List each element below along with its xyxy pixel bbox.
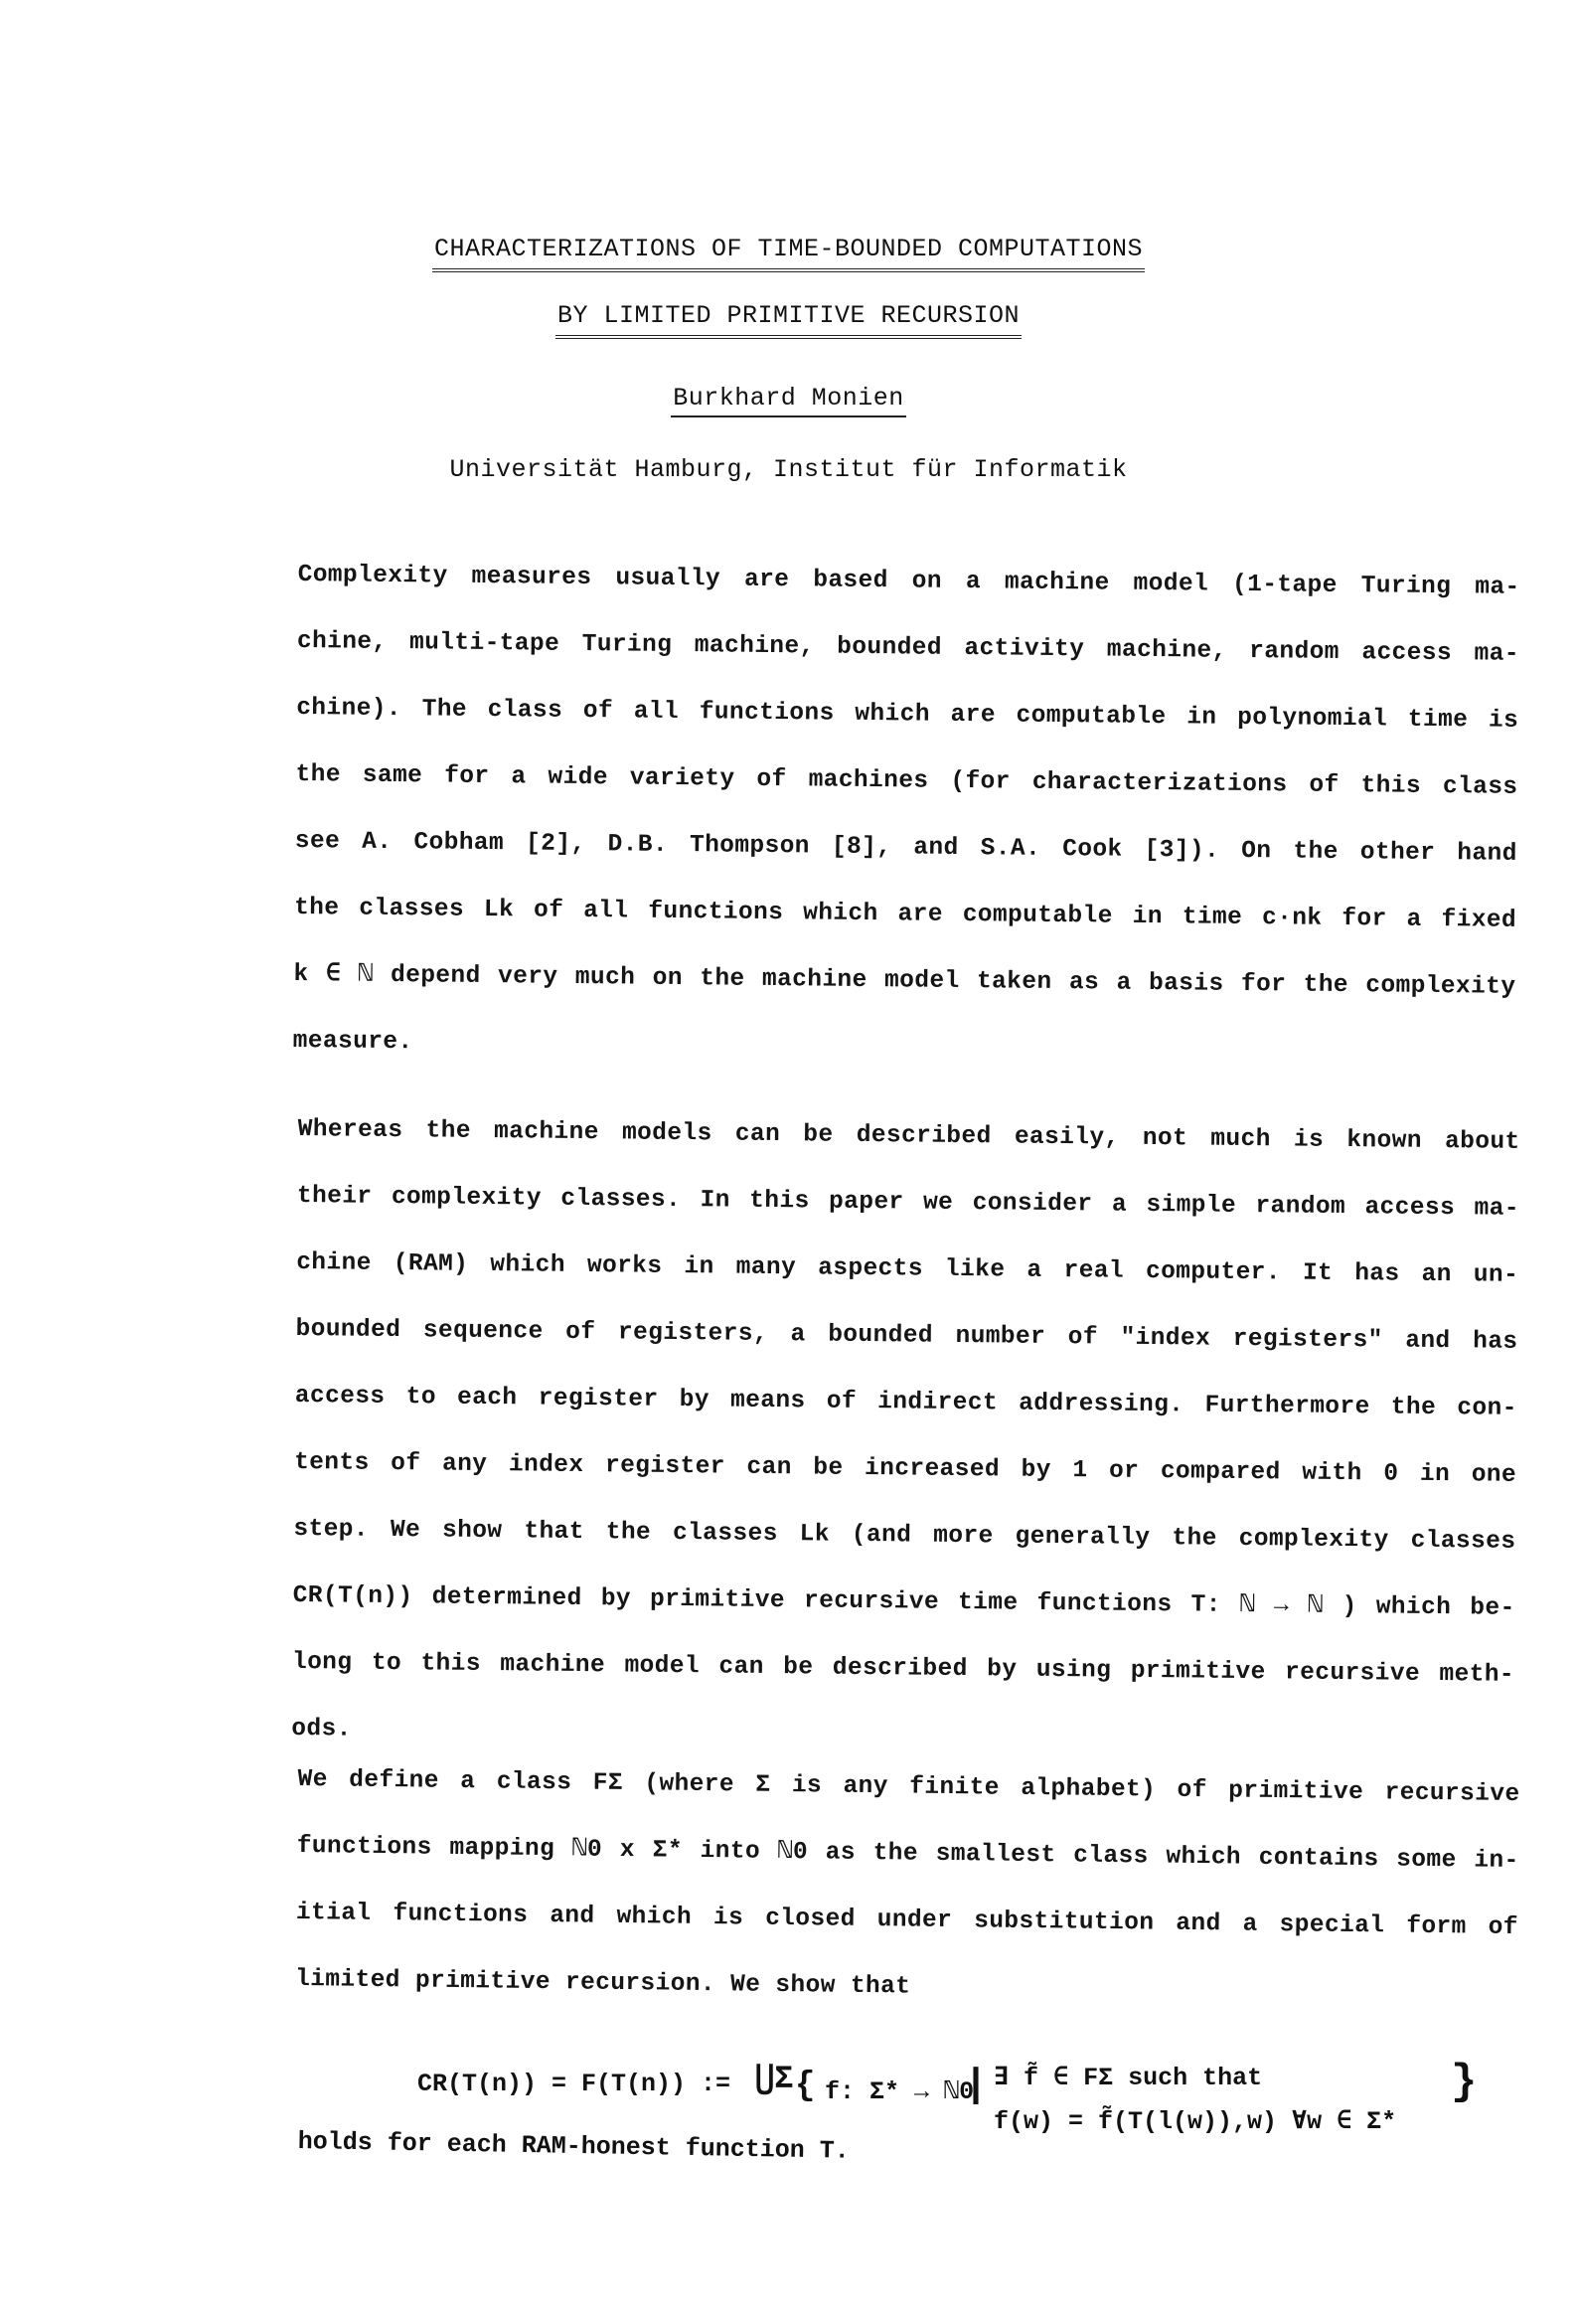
paragraph-2-line: CR(T(n)) determined by primitive recursive time functions T: ℕ → ℕ ) which be-: [292, 1581, 1515, 1622]
title-line-2: [0, 301, 1577, 339]
author: [0, 384, 1577, 417]
paragraph-1-line: see A. Cobham [2], D.B. Thompson [8], and S.A. Cook [3]). On the other hand: [294, 827, 1517, 868]
formula-left-brace: {: [795, 2068, 816, 2105]
paragraph-1-line: k ∈ ℕ depend very much on the machine model taken as a basis for the complexity: [293, 960, 1516, 1001]
paragraph-2-line: access to each register by means of indirect addressing. Furthermore the con-: [294, 1382, 1517, 1422]
title-line-2-text: BY LIMITED PRIMITIVE RECURSION: [555, 301, 1022, 339]
paragraph-1: [292, 542, 1520, 1087]
paragraph-3-line: limited primitive recursion. We show that: [294, 1965, 911, 2001]
paragraph-2-line: step. We show that the classes Lk (and more generally the complexity classes: [293, 1515, 1516, 1556]
paragraph-1-line: Complexity measures usually are based on a machine model (1-tape Turing ma-: [297, 561, 1520, 601]
paragraph-2-line: long to this machine model can be described by using primitive recursive meth-: [291, 1648, 1515, 1689]
paragraph-2-line: bounded sequence of registers, a bounded number of "index registers" and has: [295, 1315, 1518, 1356]
paragraph-3-line: functions mapping ℕ0 x Σ* into ℕ0 as the smallest class which contains some in-: [296, 1832, 1519, 1876]
paragraph-1-line: the classes Lk of all functions which are computable in time c·nk for a fixed: [293, 894, 1517, 934]
formula-union-symbol: ⋃Σ: [755, 2061, 794, 2097]
affiliation: Universität Hamburg, Institut für Informatik: [449, 455, 1128, 484]
title-line-1-text: CHARACTERIZATIONS OF TIME-BOUNDED COMPUTATIONS: [432, 235, 1145, 272]
author-name: Burkhard Monien: [671, 384, 906, 417]
formula-lhs: CR(T(n)) = F(T(n)) :=: [417, 2070, 731, 2098]
paragraph-1-line: chine). The class of all functions which are computable in polynomial time is: [296, 694, 1519, 735]
formula-right-brace: }: [1451, 2058, 1478, 2107]
formula-condition-2: f(w) = f̃(T(l(w)),w) ∀w ∈ Σ*: [994, 2107, 1397, 2136]
paragraph-2: [291, 1096, 1520, 1775]
paragraph-2-line: tents of any index register can be increased by 1 or compared with 0 in one: [293, 1448, 1517, 1489]
formula-bar: |: [964, 2064, 989, 2108]
paragraph-1-line: measure.: [292, 1027, 413, 1057]
title-line-1: [0, 235, 1577, 272]
paragraph-2-line: Whereas the machine models can be described easily, not much is known about: [297, 1115, 1520, 1156]
closing-sentence: holds for each RAM-honest function T.: [297, 2127, 851, 2166]
paragraph-3-line: itial functions and which is closed under substitution and a special form of: [295, 1899, 1519, 1942]
paragraph-3-line: We define a class FΣ (where Σ is any finite alphabet) of primitive recursive: [297, 1765, 1520, 1809]
paragraph-1-line: the same for a wide variety of machines (for characterizations of this class: [295, 760, 1518, 801]
formula-mapping: f: Σ* → ℕ0: [825, 2077, 975, 2106]
paragraph-3: [295, 1746, 1520, 2028]
paragraph-2-line: ods.: [291, 1715, 352, 1743]
formula-condition-1: ∃ f̃ ∈ FΣ such that: [994, 2064, 1263, 2092]
paragraph-1-line: chine, multi-tape Turing machine, bounded activity machine, random access ma-: [296, 627, 1520, 668]
paragraph-2-line: chine (RAM) which works in many aspects like a real computer. It has an un-: [296, 1248, 1519, 1289]
paragraph-2-line: their complexity classes. In this paper we consider a simple random access ma-: [296, 1182, 1520, 1223]
